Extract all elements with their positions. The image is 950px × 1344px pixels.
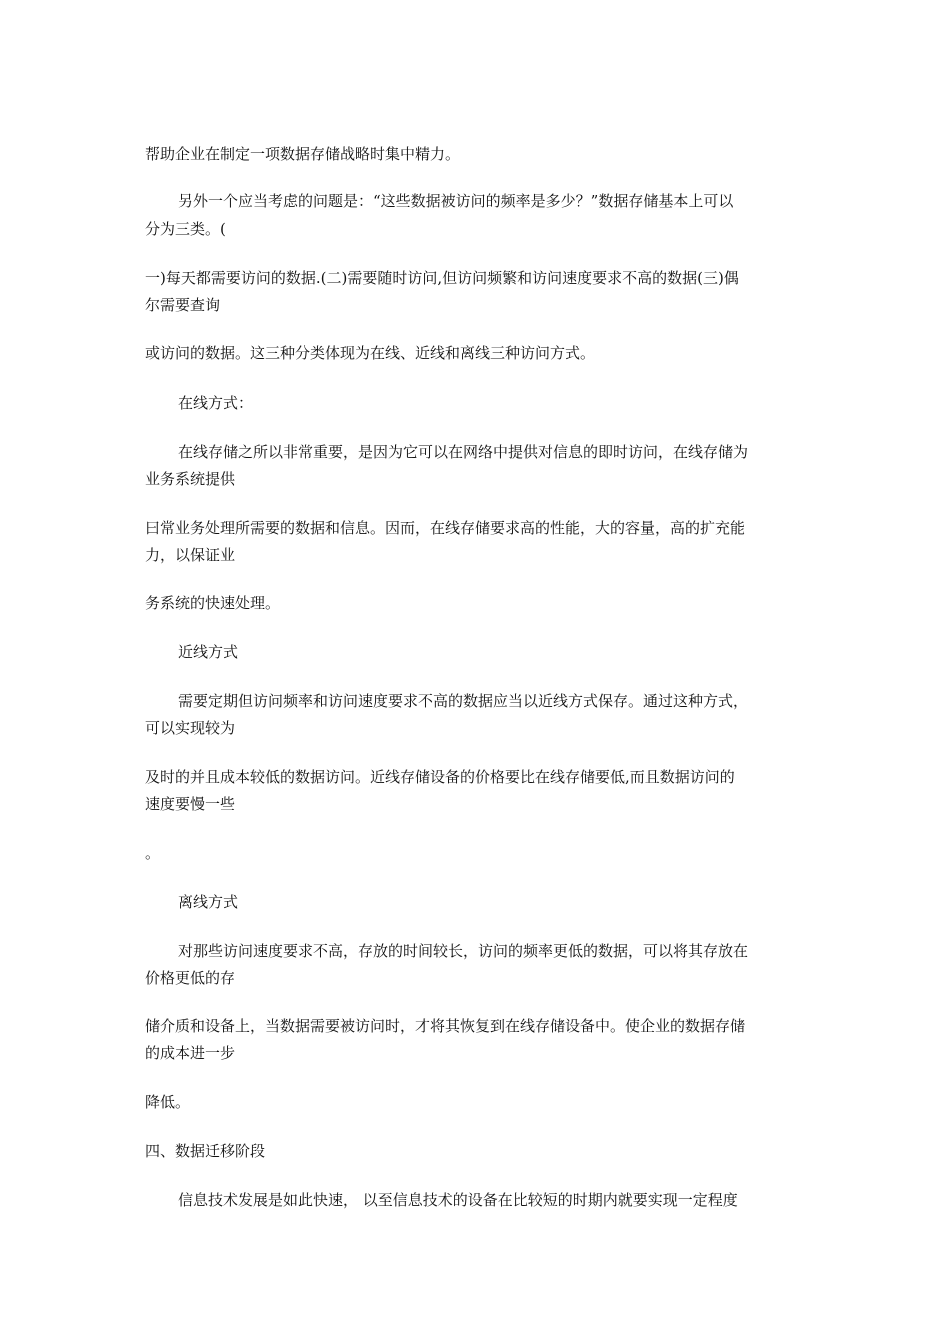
paragraph-line: 速度要慢一些: [145, 795, 236, 813]
paragraph-line: 或访问的数据。这三种分类体现为在线、近线和离线三种访问方式。: [145, 344, 596, 362]
paragraph-line: 一)每天都需要访问的数据.(二)需要随时访问,但访问频繁和访问速度要求不高的数据(三)偶: [145, 269, 739, 287]
paragraph-line: 储介质和设备上，当数据需要被访问时，才将其恢复到在线存储设备中。使企业的数据存储: [145, 1017, 746, 1035]
paragraph-line: 在线存储之所以非常重要，是因为它可以在网络中提供对信息的即时访问，在线存储为: [178, 443, 749, 461]
paragraph-line: 价格更低的存: [145, 969, 236, 987]
paragraph-line: 降低。: [145, 1093, 191, 1111]
paragraph-line: 尔需要查询: [145, 296, 221, 314]
paragraph-line: 信息技术发展是如此快速， 以至信息技术的设备在比较短的时期内就要实现一定程度: [178, 1191, 738, 1209]
paragraph-line: 另外一个应当考虑的问题是：“这些数据被访问的频率是多少？”数据存储基本上可以: [178, 192, 734, 210]
paragraph-line: 需要定期但访问频率和访问速度要求不高的数据应当以近线方式保存。通过这种方式，: [178, 692, 749, 710]
paragraph-line: 帮助企业在制定一项数据存储战略时集中精力。: [145, 145, 461, 163]
paragraph-line: 务系统的快速处理。: [145, 594, 281, 612]
paragraph-line: 曰常业务处理所需要的数据和信息。因而，在线存储要求高的性能，大的容量，高的扩充能: [145, 519, 746, 537]
section-heading: 四、数据迁移阶段: [145, 1142, 266, 1160]
paragraph-line: 可以实现较为: [145, 719, 236, 737]
section-heading: 近线方式: [178, 643, 239, 661]
paragraph-line: 的成本进一步: [145, 1044, 236, 1062]
paragraph-line: 分为三类。(: [145, 220, 226, 238]
section-heading: 在线方式：: [178, 394, 254, 412]
paragraph-line: 对那些访问速度要求不高，存放的时间较长，访问的频率更低的数据，可以将其存放在: [178, 942, 749, 960]
section-heading: 离线方式: [178, 893, 239, 911]
paragraph-line: 业务系统提供: [145, 470, 236, 488]
paragraph-line: 力，以保证业: [145, 546, 236, 564]
paragraph-line: 及时的并且成本较低的数据访问。近线存储设备的价格要比在线存储要低,而且数据访问的: [145, 768, 735, 786]
paragraph-line: 。: [145, 844, 161, 862]
